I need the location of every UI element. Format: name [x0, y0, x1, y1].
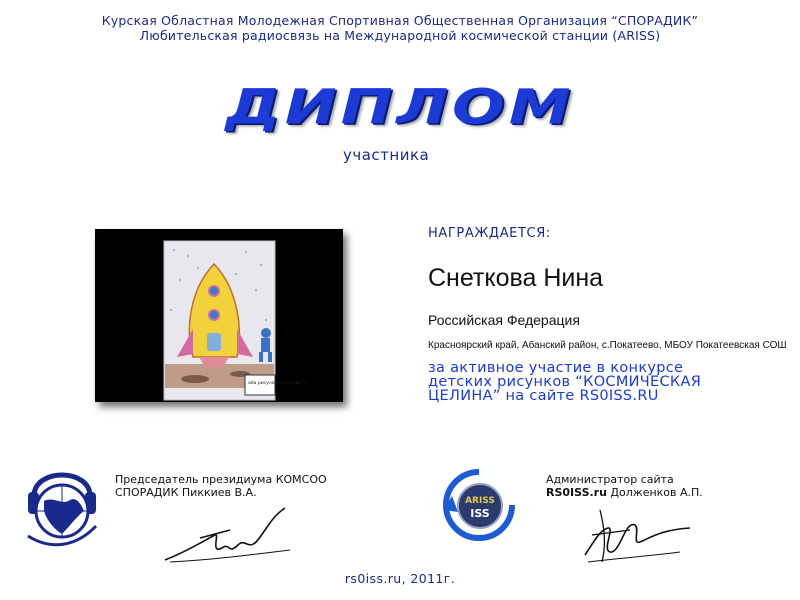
award-reason-line3: ЦЕЛИНА” на сайте RS0ISS.RU [428, 388, 659, 404]
signature-right [580, 500, 700, 570]
award-reason-line1: за активное участие в конкурсе [428, 360, 684, 376]
award-reason-line2: детских рисунков “КОСМИЧЕСКАЯ [428, 374, 702, 390]
diploma-subtitle: участника [343, 146, 430, 164]
ariss-logo [440, 466, 518, 544]
right-signatory [546, 473, 703, 499]
recipient-country: Российская Федерация [428, 312, 580, 328]
awarded-label: НАГРАЖДАЕТСЯ: [428, 226, 551, 241]
org-title-line1: Курская Областная Молодежная Спортивная Общественная Организация “СПОРАДИК” [101, 13, 699, 28]
footer-site-year: rs0iss.ru, 2011г. [344, 571, 456, 586]
signature-left [160, 500, 300, 570]
recipient-name: Снеткова Нина [428, 264, 604, 292]
rocket-drawing [95, 229, 343, 402]
right-signatory-line1: Администратор сайта [546, 473, 674, 486]
globe-headphones-logo [22, 456, 102, 554]
award-reason [428, 361, 701, 403]
left-signatory [115, 473, 327, 499]
drawing-photo [95, 229, 343, 402]
ariss-logo-bottom: ISS [470, 507, 490, 520]
ariss-logo-top: ARISS [465, 496, 495, 506]
org-title-line2: Любительская радиосвязь на Международной космической станции (ARISS) [139, 28, 661, 43]
right-signatory-site: RS0ISS.ru [546, 486, 607, 499]
recipient-address: Красноярский край, Абанский район, с.Покатеево, МБОУ Покатеевская СОШ [428, 340, 787, 351]
right-signatory-line2 [546, 486, 703, 499]
diploma-title: ДИПЛОМ [225, 78, 575, 135]
drawing-caption: айа рисунок Снеткова Н. [248, 381, 308, 386]
left-signatory-line2: СПОРАДИК Пиккиев В.А. [115, 486, 257, 499]
left-signatory-line1: Председатель президиума КОМСОО [115, 473, 327, 486]
right-signatory-name: Долженков А.П. [606, 486, 703, 499]
